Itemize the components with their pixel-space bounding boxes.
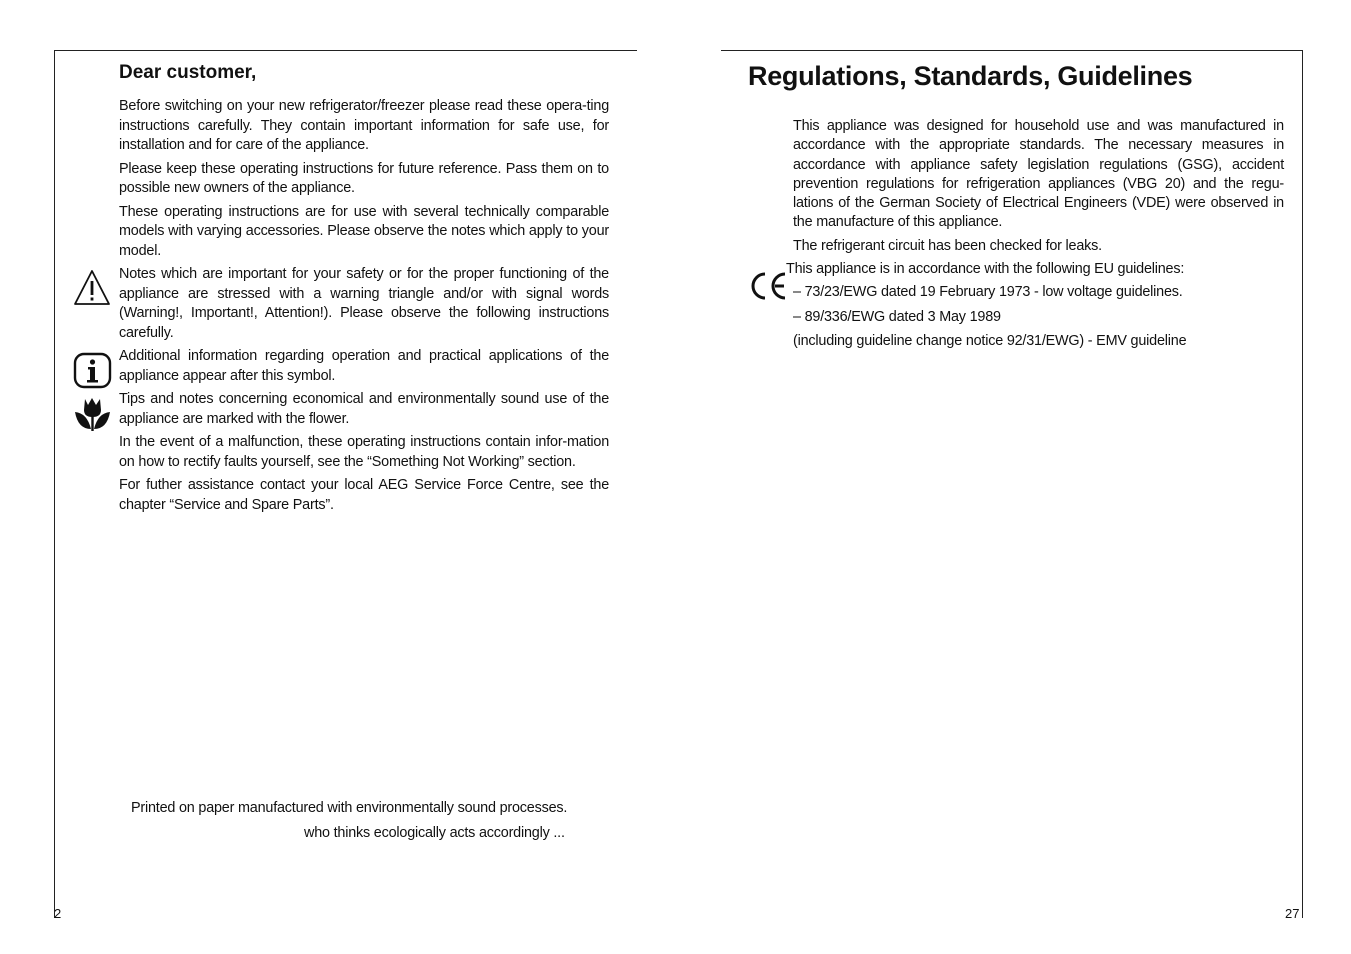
models-paragraph: These operating instructions are for use with several technically comparable models with varying accessories. Please observe the notes which apply to your model. [119,203,609,259]
right-page-body [786,117,1284,356]
right-page-number: 27 [1285,906,1300,921]
left-top-rule [54,50,637,51]
keep-instructions-paragraph: Please keep these operating instructions for future reference. Pass them on to possible new owners of the appliance. [119,160,609,196]
left-page-number: 2 [54,906,62,921]
safety-notes-paragraph: Notes which are important for your safety or for the proper functioning of the appliance are stressed with a warning triangle and/or with signal words (Warning!, Important!, Attention!). Please observe the following instructions carefully. [119,266,609,341]
guideline-item: – 73/23/EWG dated 19 February 1973 - low voltage guidelines. [793,284,1183,301]
malfunction-paragraph: In the event of a malfunction, these operating instructions contain infor-mation on how to rectify faults yourself, see the “Something Not Working” section. [119,434,609,470]
info-icon [73,352,113,390]
right-page-border [1302,50,1303,918]
eco-slogan: who thinks ecologically acts accordingly ... [304,825,565,841]
ce-mark-icon [749,270,789,302]
printed-on-paper-note: Printed on paper manufactured with environmentally sound processes. [131,800,568,816]
refrigerant-paragraph: The refrigerant circuit has been checked for leaks. [793,237,1102,254]
eco-tips-paragraph: Tips and notes concerning economical and environmentally sound use of the appliance are marked with the flower. [119,391,609,427]
warning-triangle-icon [73,268,111,308]
intro-paragraph: Before switching on your new refrigerator/freezer please read these opera-ting instructions carefully. They contain important information for safe use, for installation and for care of the appliance. [119,98,609,153]
design-paragraph: This appliance was designed for household use and was manufactured in accordance with the appropriate standards. The necessary measures in accordance with appliance safety legislation regulations (GSG), accident prevention regulations for refrigeration appliances (VBG 20) and the regu-lations of the German Society of Electrical Engineers (VDE) were observed in the manufacture of this appliance. [793,118,1284,231]
guideline-item: – 89/336/EWG dated 3 May 1989 [793,308,1001,325]
left-page-border [54,50,55,918]
right-page-heading: Regulations, Standards, Guidelines [748,61,1193,91]
additional-info-paragraph: Additional information regarding operation and practical applications of the appliance appear after this symbol. [119,348,609,384]
right-top-rule [721,50,1303,51]
service-paragraph: For futher assistance contact your local AEG Service Force Centre, see the chapter “Service and Spare Parts”. [119,477,609,513]
left-page-body [119,97,609,519]
left-page-heading: Dear customer, [119,62,257,83]
eu-guidelines-intro: This appliance is in accordance with the following EU guidelines: [786,261,1185,278]
flower-icon [73,395,113,433]
guideline-item: (including guideline change notice 92/31/EWG) - EMV guideline [793,332,1187,349]
